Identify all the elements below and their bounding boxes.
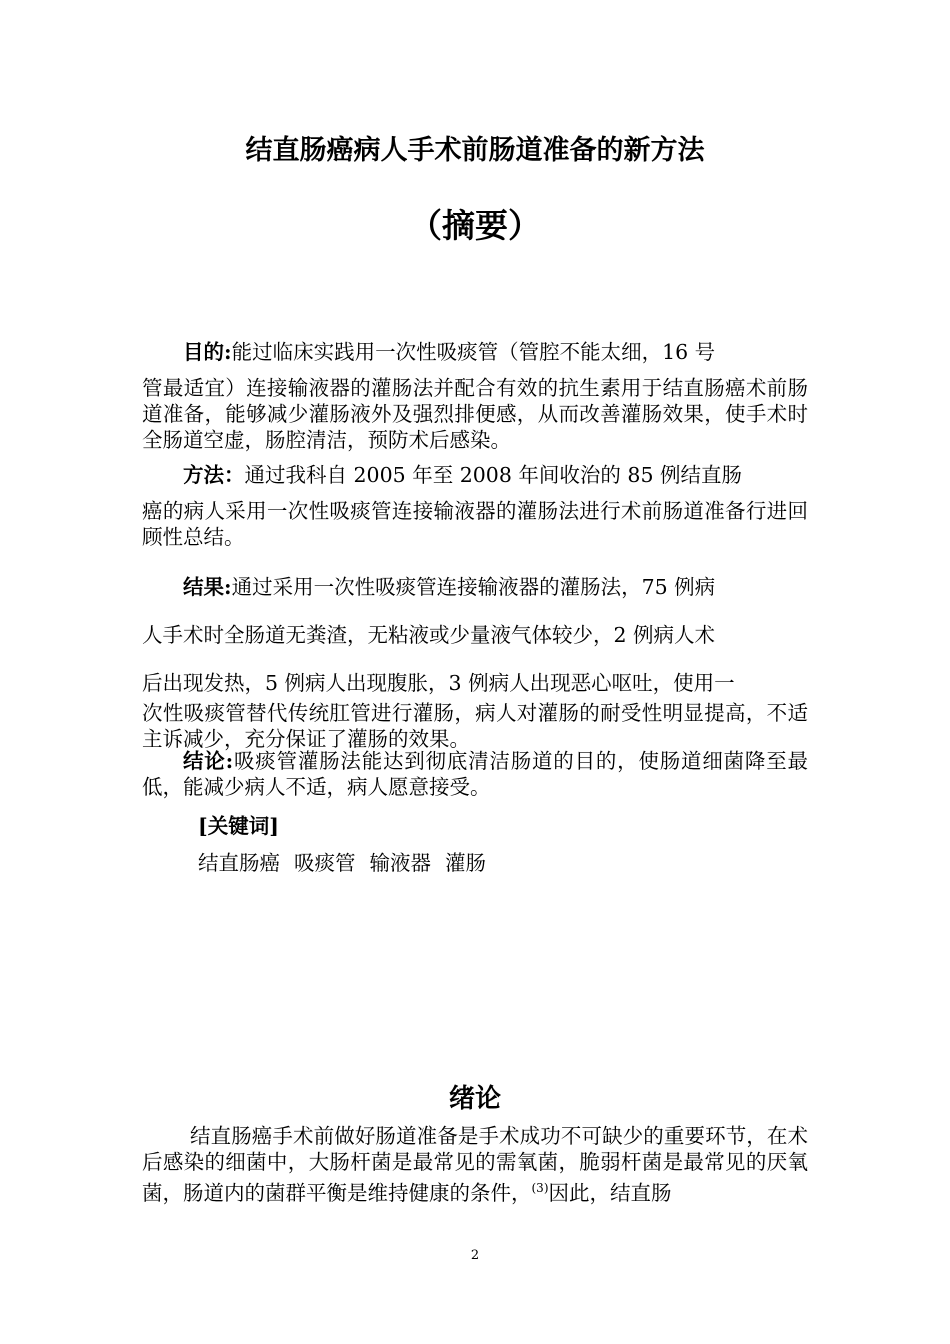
goal-text: 管最适宜）连接输液器的灌肠法并配合有效的抗生素用于结直肠癌术前肠道准备，能够减少灌肠液外及强烈排便感，从而改善灌肠效果，使手术时全肠道空虚，肠腔清洁，预防术后感染。	[142, 376, 808, 452]
keyword-item: 灌肠	[445, 851, 486, 875]
keywords-list	[198, 850, 500, 876]
goal-label: 目的:	[183, 340, 232, 364]
method-line1: 通过我科自 2005 年至 2008 年间收治的 85 例结直肠	[244, 463, 743, 487]
abstract-subtitle: （摘要）	[409, 206, 541, 245]
method-paragraph	[142, 462, 808, 550]
keywords-label: [关键词]	[198, 814, 279, 838]
intro-text-after: 因此，结直肠	[548, 1180, 672, 1205]
result-label: 结果:	[183, 575, 232, 599]
result-text: 次性吸痰管替代传统肛管进行灌肠，病人对灌肠的耐受性明显提高，不适主诉减少，充分保证了灌肠的效果。	[142, 701, 808, 751]
result-paragraph	[142, 563, 808, 707]
conclusion-text: 吸痰管灌肠法能达到彻底清洁肠道的目的，使肠道细菌降至最低，能减少病人不适，病人愿意接受。	[142, 749, 808, 799]
method-text: 癌的病人采用一次性吸痰管连接输液器的灌肠法进行术前肠道准备行进回顾性总结。	[142, 499, 808, 549]
result-line2: 人手术时全肠道无粪渣，无粘液或少量液气体较少，2 例病人术	[142, 623, 716, 647]
keyword-item: 输液器	[369, 851, 431, 875]
intro-text-before: 结直肠癌手术前做好肠道准备是手术成功不可缺少的重要环节，在术后感染的细菌中，大肠杆菌是最常见的需氧菌，脆弱杆菌是最常见的厌氧菌，肠道内的菌群平衡是维持健康的条件，	[142, 1124, 808, 1205]
conclusion-label: 结论:	[183, 749, 234, 773]
keyword-item: 结直肠癌	[198, 851, 280, 875]
result-line3: 后出现发热，5 例病人出现腹胀，3 例病人出现恶心呕吐，使用一	[142, 671, 735, 695]
citation-marker: (3)	[531, 1181, 549, 1195]
conclusion-paragraph	[142, 748, 808, 800]
goal-line1: 能过临床实践用一次性吸痰管（管腔不能太细，16 号	[231, 340, 716, 364]
keyword-item: 吸痰管	[294, 851, 356, 875]
method-label: 方法：	[183, 463, 245, 487]
result-line1: 通过采用一次性吸痰管连接输液器的灌肠法，75 例病	[231, 575, 716, 599]
goal-first-line	[142, 339, 808, 365]
result-continuation	[142, 700, 808, 752]
document-title: 结直肠癌病人手术前肠道准备的新方法	[245, 135, 705, 166]
method-first-line	[142, 462, 808, 488]
page-number: 2	[470, 1248, 480, 1263]
introduction-heading: 绪论	[448, 1084, 501, 1114]
introduction-paragraph	[142, 1123, 808, 1206]
goal-paragraph	[142, 339, 808, 453]
